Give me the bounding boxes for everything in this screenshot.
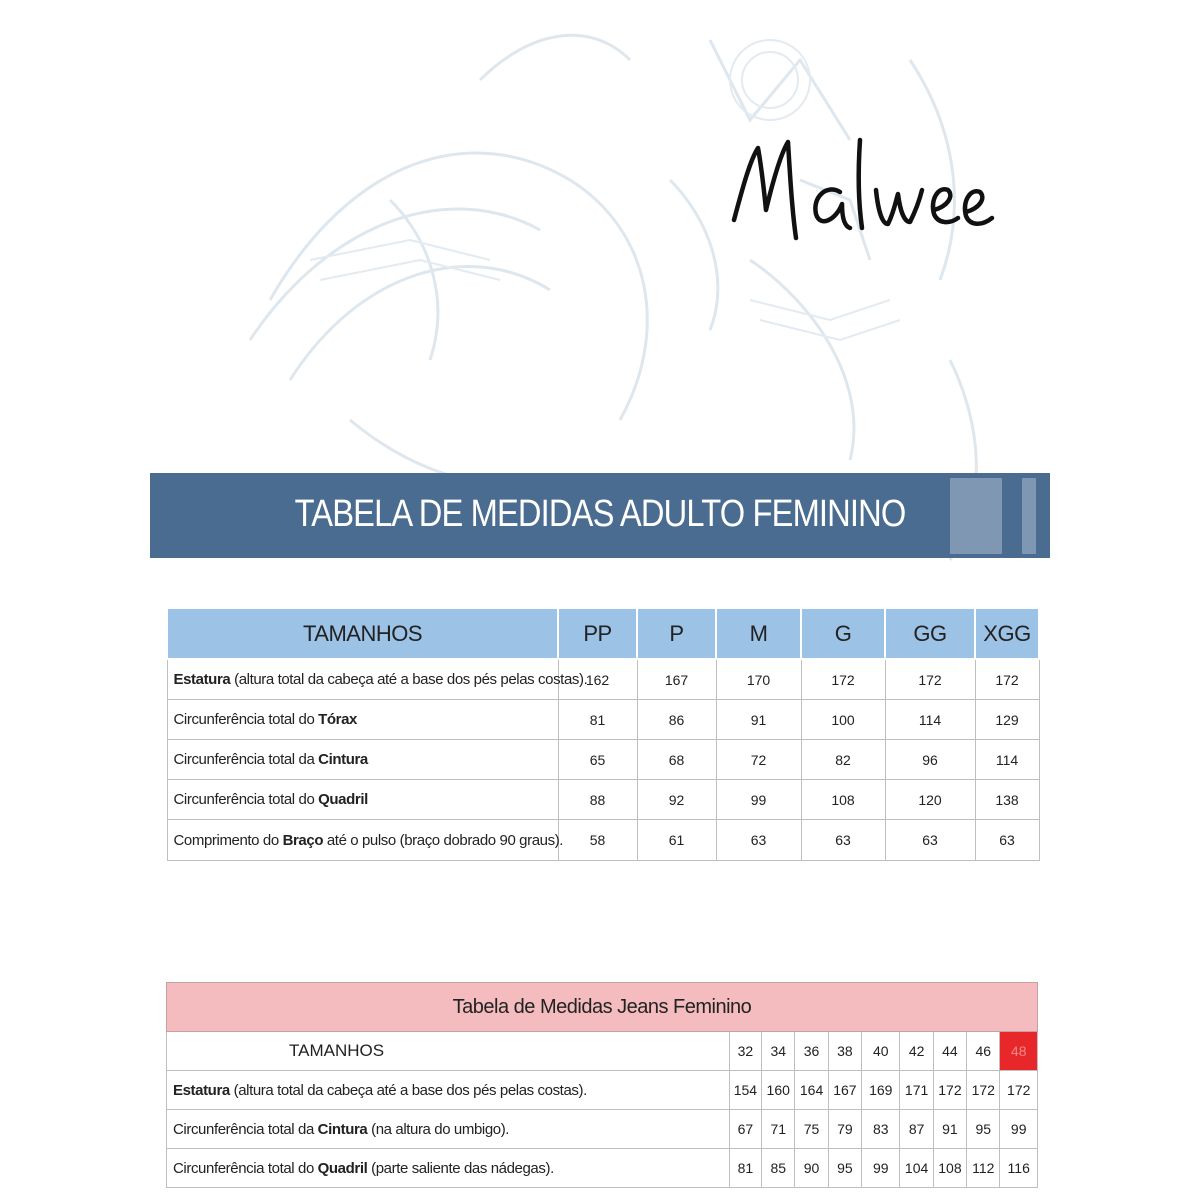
table-row bbox=[167, 1110, 1038, 1149]
table-cell: 167 bbox=[828, 1071, 861, 1110]
table-cell: 172 bbox=[967, 1071, 1000, 1110]
measure-label: Circunferência total da Cintura bbox=[167, 740, 558, 780]
table-cell: 114 bbox=[975, 740, 1039, 780]
table-cell: 171 bbox=[900, 1071, 933, 1110]
size-header: G bbox=[801, 608, 885, 659]
adult-size-table bbox=[166, 607, 1040, 861]
table-cell: 99 bbox=[716, 780, 801, 820]
table-cell: 112 bbox=[967, 1149, 1000, 1188]
table-cell: 167 bbox=[637, 659, 716, 700]
size-header: 44 bbox=[933, 1032, 966, 1071]
table-cell: 91 bbox=[933, 1110, 966, 1149]
table-cell: 99 bbox=[1000, 1110, 1038, 1149]
table-cell: 172 bbox=[1000, 1071, 1038, 1110]
adult-corner-label: TAMANHOS bbox=[167, 608, 558, 659]
table-cell: 79 bbox=[828, 1110, 861, 1149]
table-cell: 170 bbox=[716, 659, 801, 700]
table-cell: 81 bbox=[558, 700, 637, 740]
table-cell: 65 bbox=[558, 740, 637, 780]
table-cell: 72 bbox=[716, 740, 801, 780]
measure-label: Circunferência total da Cintura (na altura do umbigo). bbox=[167, 1110, 730, 1149]
adult-size-header-row bbox=[167, 608, 1039, 659]
banner-decoration-block bbox=[950, 478, 1002, 554]
table-cell: 63 bbox=[801, 820, 885, 861]
table-cell: 81 bbox=[729, 1149, 761, 1188]
measure-label: Comprimento do Braço até o pulso (braço dobrado 90 graus). bbox=[167, 820, 558, 861]
jeans-size-table bbox=[166, 982, 1038, 1188]
jeans-size-header-row bbox=[167, 1032, 1038, 1071]
size-header: 40 bbox=[862, 1032, 900, 1071]
table-cell: 172 bbox=[933, 1071, 966, 1110]
size-header: GG bbox=[885, 608, 975, 659]
table-cell: 67 bbox=[729, 1110, 761, 1149]
table-cell: 82 bbox=[801, 740, 885, 780]
table-cell: 90 bbox=[795, 1149, 828, 1188]
table-row bbox=[167, 1071, 1038, 1110]
table-cell: 172 bbox=[885, 659, 975, 700]
table-row bbox=[167, 1149, 1038, 1188]
size-header: XGG bbox=[975, 608, 1039, 659]
banner-title: TABELA DE MEDIDAS ADULTO FEMININO bbox=[294, 493, 906, 535]
table-cell: 58 bbox=[558, 820, 637, 861]
table-row bbox=[167, 780, 1039, 820]
malwee-logo bbox=[720, 120, 1010, 270]
banner-decoration-stripe bbox=[1022, 478, 1036, 554]
size-header-highlighted: 48 bbox=[1000, 1032, 1038, 1071]
table-cell: 108 bbox=[933, 1149, 966, 1188]
table-cell: 68 bbox=[637, 740, 716, 780]
measure-label: Circunferência total do Quadril (parte saliente das nádegas). bbox=[167, 1149, 730, 1188]
table-row bbox=[167, 740, 1039, 780]
table-cell: 99 bbox=[862, 1149, 900, 1188]
table-cell: 95 bbox=[967, 1110, 1000, 1149]
table-cell: 95 bbox=[828, 1149, 861, 1188]
measure-label: Circunferência total do Tórax bbox=[167, 700, 558, 740]
size-header: 34 bbox=[762, 1032, 795, 1071]
table-cell: 114 bbox=[885, 700, 975, 740]
table-cell: 92 bbox=[637, 780, 716, 820]
background-illustration bbox=[150, 0, 1050, 700]
table-cell: 88 bbox=[558, 780, 637, 820]
table-row bbox=[167, 659, 1039, 700]
table-cell: 75 bbox=[795, 1110, 828, 1149]
title-banner bbox=[150, 473, 1050, 558]
table-cell: 169 bbox=[862, 1071, 900, 1110]
table-cell: 63 bbox=[975, 820, 1039, 861]
table-cell: 87 bbox=[900, 1110, 933, 1149]
table-cell: 104 bbox=[900, 1149, 933, 1188]
table-cell: 85 bbox=[762, 1149, 795, 1188]
table-row bbox=[167, 700, 1039, 740]
table-cell: 138 bbox=[975, 780, 1039, 820]
table-cell: 83 bbox=[862, 1110, 900, 1149]
table-cell: 61 bbox=[637, 820, 716, 861]
size-header: 46 bbox=[967, 1032, 1000, 1071]
table-cell: 96 bbox=[885, 740, 975, 780]
table-cell: 172 bbox=[801, 659, 885, 700]
table-cell: 86 bbox=[637, 700, 716, 740]
table-cell: 108 bbox=[801, 780, 885, 820]
table-cell: 164 bbox=[795, 1071, 828, 1110]
measure-label: Circunferência total do Quadril bbox=[167, 780, 558, 820]
table-cell: 91 bbox=[716, 700, 801, 740]
table-cell: 120 bbox=[885, 780, 975, 820]
table-cell: 63 bbox=[885, 820, 975, 861]
size-header: 42 bbox=[900, 1032, 933, 1071]
jeans-title-row bbox=[167, 983, 1038, 1032]
jeans-table-title: Tabela de Medidas Jeans Feminino bbox=[167, 983, 1038, 1032]
measure-label: Estatura (altura total da cabeça até a base dos pés pelas costas). bbox=[167, 659, 558, 700]
measure-label: Estatura (altura total da cabeça até a base dos pés pelas costas). bbox=[167, 1071, 730, 1110]
size-header: 36 bbox=[795, 1032, 828, 1071]
table-cell: 160 bbox=[762, 1071, 795, 1110]
size-header: 32 bbox=[729, 1032, 761, 1071]
size-header: M bbox=[716, 608, 801, 659]
jeans-corner-label: TAMANHOS bbox=[167, 1032, 730, 1071]
table-cell: 129 bbox=[975, 700, 1039, 740]
table-cell: 162 bbox=[558, 659, 637, 700]
table-cell: 172 bbox=[975, 659, 1039, 700]
table-cell: 71 bbox=[762, 1110, 795, 1149]
table-cell: 63 bbox=[716, 820, 801, 861]
size-header: 38 bbox=[828, 1032, 861, 1071]
table-cell: 154 bbox=[729, 1071, 761, 1110]
size-header: P bbox=[637, 608, 716, 659]
size-header: PP bbox=[558, 608, 637, 659]
table-cell: 116 bbox=[1000, 1149, 1038, 1188]
table-cell: 100 bbox=[801, 700, 885, 740]
table-row bbox=[167, 820, 1039, 861]
